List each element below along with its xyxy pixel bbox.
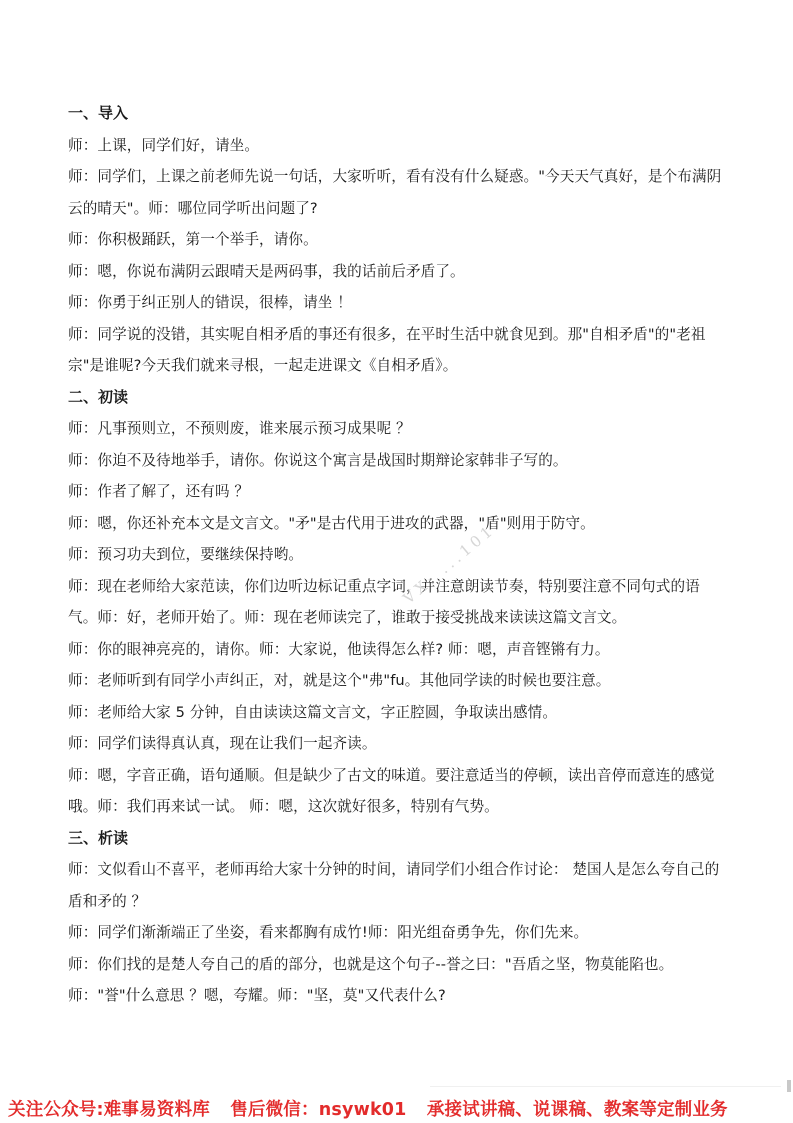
document-body: [68, 98, 728, 1012]
paragraph: 师：同学说的没错，其实呢自相矛盾的事还有很多，在平时生活中就食见到。那"自相矛盾"的"老祖宗"是谁呢?今天我们就来寻根，一起走进课文《自相矛盾》。: [68, 325, 706, 374]
paragraph: 师：你们找的是楚人夸自己的盾的部分，也就是这个句子--誉之曰："吾盾之坚，物莫能陷也。: [68, 955, 674, 973]
paragraph: 师：你积极踊跃，第一个举手，请你。: [68, 231, 318, 248]
paragraph: 师：你勇于纠正别人的错误，很棒，请坐 ！: [68, 294, 352, 311]
promo-footer: [0, 1097, 793, 1123]
paragraph: 师：嗯，字音正确，语句通顺。但是缺少了古文的味道。要注意适当的停顿，读出音停而意连的感觉哦。师：我们再来试一试。 师：嗯，这次就好很多，特别有气势。: [68, 766, 715, 815]
paragraph: 师：老师给大家 5 分钟，自由读读这篇文言文，字正腔圆，争取读出感情。: [68, 703, 558, 721]
paragraph: 师：你迫不及待地举手，请你。你说这个寓言是战国时期辩论家韩非子写的。: [68, 451, 568, 469]
paragraph: 师：你的眼神亮亮的，请你。师：大家说，他读得怎么样? 师：嗯，声音铿锵有力。: [68, 640, 610, 658]
paragraph: 师：老师听到有同学小声纠正，对，就是这个"弗"fu。其他同学读的时候也要注意。: [68, 672, 611, 689]
footer-divider: [430, 1086, 781, 1087]
paragraph: 师：同学们读得真认真，现在让我们一起齐读。: [68, 735, 377, 752]
paragraph: 师：上课，同学们好，请坐。: [68, 136, 260, 154]
section-analysis-reading: [68, 823, 728, 1012]
paragraph: 师：文似看山不喜平，老师再给大家十分钟的时间，请同学们小组合作讨论： 楚国人是怎么夸自己的盾和矛的 ？: [68, 861, 720, 910]
paragraph: 师：嗯，你还补充本文是文言文。"矛"是古代用于进攻的武器，"盾"则用于防守。: [68, 514, 595, 532]
section-heading: 一、导入: [68, 104, 129, 122]
paragraph: 师：作者了解了，还有吗 ？: [68, 483, 250, 500]
footer-wechat: 售后微信：nsywk01: [230, 1100, 407, 1120]
footer-account: 关注公众号:难事易资料库: [8, 1100, 210, 1120]
watermark-text: VX: ...101: [399, 520, 499, 608]
paragraph: 师："誉"什么意思 ？嗯，夸耀。师："坚，莫"又代表什么?: [68, 987, 446, 1004]
section-intro: [68, 98, 728, 382]
section-heading: 二、初读: [68, 387, 129, 406]
paragraph: 师：现在老师给大家范读，你们边听边标记重点字词，并注意朗读节奏，特别要注意不同句式的语气。师：好，老师开始了。师：现在老师读完了，谁敢于接受挑战来读读这篇文言文。: [68, 577, 700, 626]
paragraph: 师：同学们，上课之前老师先说一句话，大家听听，看有没有什么疑惑。"今天天气真好，是个布满阴云的晴天"。师：哪位同学听出问题了?: [68, 168, 722, 217]
section-first-reading: [68, 382, 728, 823]
page-corner-mark: [787, 1080, 791, 1092]
section-heading: 三、析读: [68, 828, 129, 847]
paragraph: 师：凡事预则立，不预则废，谁来展示预习成果呢 ？: [68, 420, 411, 437]
paragraph: 师：同学们渐渐端正了坐姿，看来都胸有成竹!师：阳光组奋勇争先，你们先来。: [68, 924, 589, 941]
paragraph: 师：预习功夫到位，要继续保持哟。: [68, 546, 304, 563]
paragraph: 师：嗯，你说布满阴云跟晴天是两码事，我的话前后矛盾了。: [68, 262, 465, 280]
footer-services: 承接试讲稿、说课稿、教案等定制业务: [426, 1100, 728, 1120]
